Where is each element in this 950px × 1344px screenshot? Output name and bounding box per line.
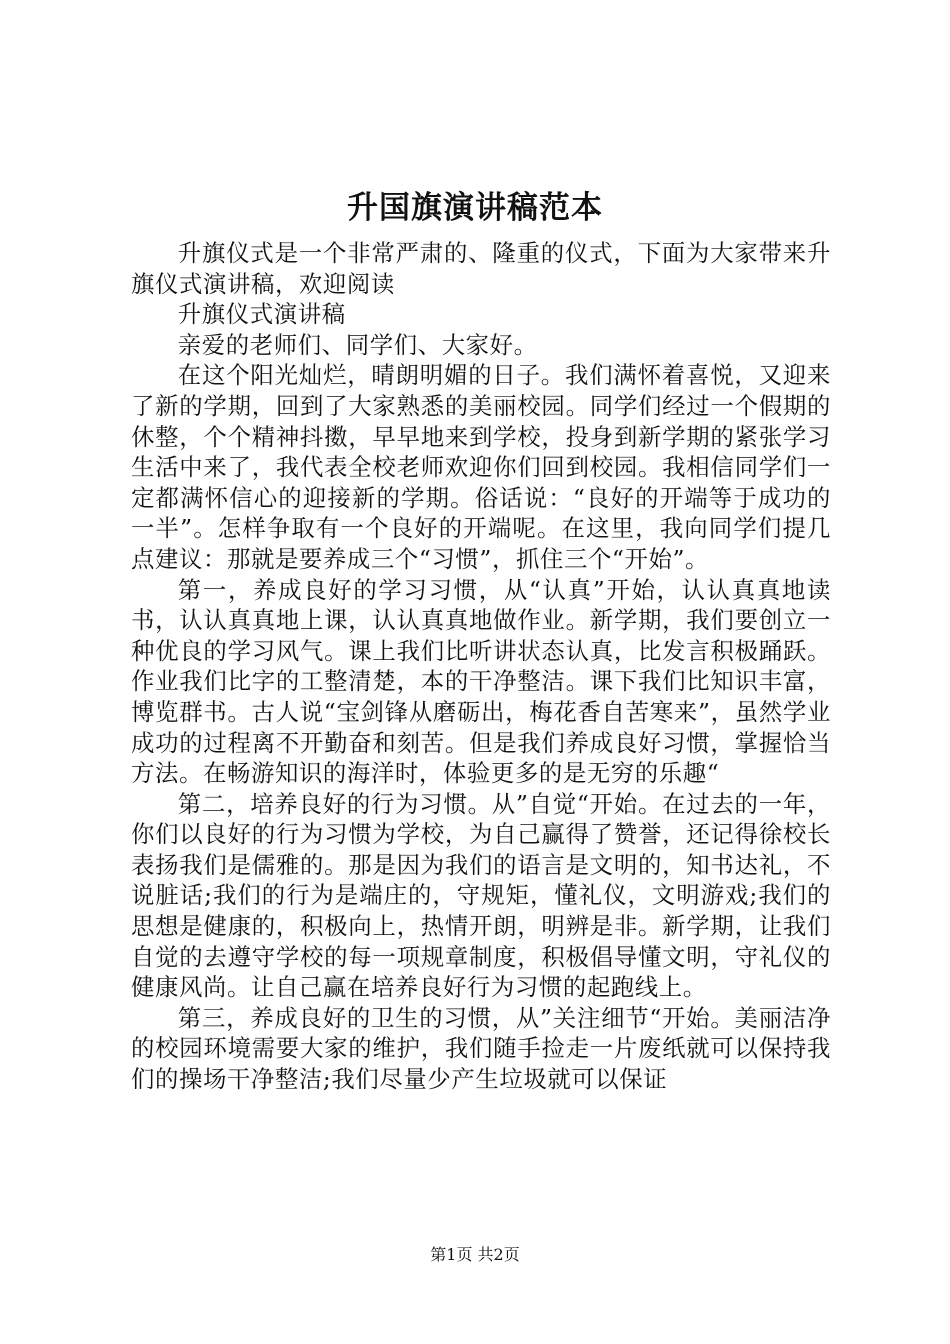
- page-number-footer: 第1页 共2页: [430, 1245, 520, 1264]
- paragraph-subtitle: 升旗仪式演讲稿: [177, 300, 346, 329]
- paragraph-greeting: 亲爱的老师们、同学们、大家好。: [177, 330, 538, 359]
- paragraph-first-point: 第一，养成良好的学习习惯，从“认真”开始，认认真真地读书，认认真真地上课，认认真真地做作业。新学期，我们要创立一种优良的学习风气。课上我们比听讲状态认真，比发言积极踊跃。作业我们比字的工整清楚，本的干净整洁。课下我们比知识丰富，博览群书。古人说“宝剑锋从磨砺出，梅花香自苦寒来”，虽然学业成功的过程离不开勤奋和刻苦。但是我们养成良好习惯，掌握恰当方法。在畅游知识的海洋时，体验更多的是无穷的乐趣“: [131, 575, 831, 788]
- paragraph-third-point: 第三，养成良好的卫生的习惯，从”关注细节“开始。美丽洁净的校园环境需要大家的维护，我们随手捡走一片废纸就可以保持我们的操场干净整洁;我们尽量少产生垃圾就可以保证: [131, 1003, 831, 1094]
- paragraph-second-point: 第二，培养良好的行为习惯。从”自觉“开始。在过去的一年，你们以良好的行为习惯为学校，为自己赢得了赞誉，还记得徐校长表扬我们是儒雅的。那是因为我们的语言是文明的，知书达礼，不说脏话;我们的行为是端庄的，守规矩，懂礼仪，文明游戏;我们的思想是健康的，积极向上，热情开朗，明辨是非。新学期，让我们自觉的去遵守学校的每一项规章制度，积极倡导懂文明，守礼仪的健康风尚。让自己赢在培养良好行为习惯的起跑线上。: [131, 789, 831, 1002]
- document-title: 升国旗演讲稿范本: [347, 190, 603, 226]
- document-body: [131, 238, 831, 1095]
- paragraph-opening: 在这个阳光灿烂，晴朗明媚的日子。我们满怀着喜悦，又迎来了新的学期，回到了大家熟悉的美丽校园。同学们经过一个假期的休整，个个精神抖擞，早早地来到学校，投身到新学期的紧张学习生活中来了，我代表全校老师欢迎你们回到校园。我相信同学们一定都满怀信心的迎接新的学期。俗话说：“良好的开端等于成功的一半”。怎样争取有一个良好的开端呢。在这里，我向同学们提几点建议：那就是要养成三个“习惯”，抓住三个“开始”。: [131, 361, 831, 573]
- paragraph-intro: 升旗仪式是一个非常严肃的、隆重的仪式，下面为大家带来升旗仪式演讲稿，欢迎阅读: [131, 239, 831, 298]
